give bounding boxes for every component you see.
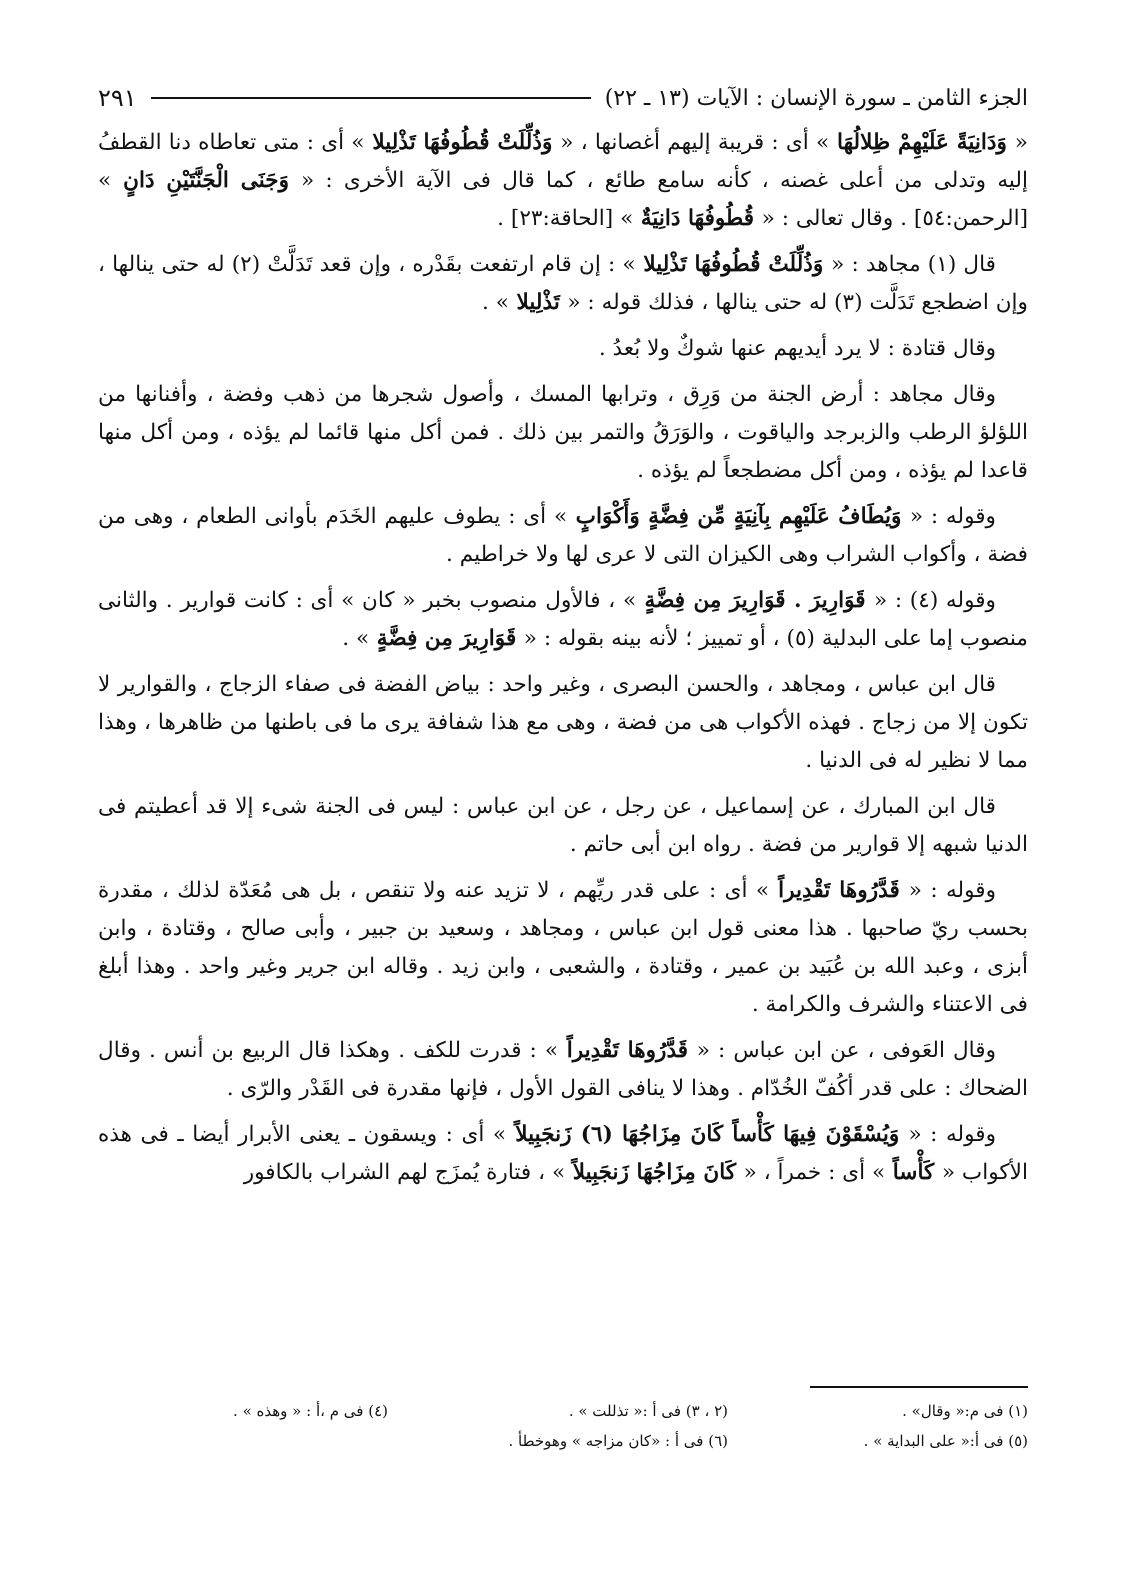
paragraph-text: قال (١) مجاهد : « <box>831 252 996 277</box>
paragraph-text: » [الرحمن:٥٤] . وقال تعالى : « <box>98 168 1028 231</box>
paragraph-text: وقال قتادة : لا يرد أيديهم عنها شوكٌ ولا بُعدُ . <box>598 336 996 361</box>
paragraph <box>98 1032 1028 1108</box>
quran-quote: وَيُطَافُ عَلَيْهِم بِآنِيَةٍ مِّن فِضَّةٍ وَأَكْوَابٍ <box>567 504 910 529</box>
paragraph <box>98 498 1028 574</box>
quran-quote: وَجَنَى الْجَنَّتَيْنِ دَانٍ <box>111 168 301 193</box>
footnote: (٥) فى أ:« على البداية » . <box>863 1432 1028 1450</box>
quran-quote: وَذُلِّلَتْ قُطُوفُهَا تَذْلِيلا <box>364 130 561 155</box>
paragraph-text: » . <box>342 626 370 651</box>
footnote-row <box>98 1426 1028 1456</box>
paragraph-text: » [الحاقة:٢٣] . <box>497 206 634 231</box>
paragraph-text: وقال العَوفى ، عن ابن عباس : « <box>696 1038 996 1063</box>
quran-quote: قَوَارِيرَ . قَوَارِيرَ مِن فِضَّةٍ <box>636 588 874 613</box>
paragraph-text: وقوله : « <box>909 504 996 529</box>
paragraph <box>98 1116 1028 1192</box>
paragraph-text: » أى : على قدر ريِّهم ، لا تزيد عنه ولا تنقص ، بل هى مُعَدّة لذلك ، مقدرة بحسب ريّ صاحبها . هذا معنى قول ابن عباس ، ومجاهد ، وسعيد بن جبير ، وأبى صالح ، وقتادة ، وابن أبزى ، وعبد الله بن عُبَيد بن عمير ، وقتادة ، والشعبى ، وابن زيد . وقاله ابن جرير وغير واحد . وهذا أبلغ فى الاعتناء والشرف والكرامة . <box>98 878 1028 1017</box>
footnote: (٢ ، ٣) فى أ :« تذللت » . <box>568 1402 728 1420</box>
paragraph-text: » : إن قام ارتفعت بقَدْره ، وإن قعد تَدَلَّتْ (٢) له حتى ينالها ، وإن اضطجع تَدَلَّت (٣) له حتى ينالها ، فذلك قوله : « <box>98 252 1028 315</box>
footnote-separator <box>810 1386 1028 1388</box>
paragraph-text: » أى : متى تعاطاه دنا القطفُ إليه وتدلى من أعلى غصنه ، كأنه سامع طائع ، كما قال فى الآية الأخرى : « <box>98 130 1028 193</box>
paragraph-text: قال ابن عباس ، ومجاهد ، والحسن البصرى ، وغير واحد : بياض الفضة فى صفاء الزجاج ، والقوارير لا تكون إلا من زجاج . فهذه الأكواب هى من فضة ، وهى مع هذا شفافة يرى ما فى باطنها من ظاهرها ، وهذا مما لا نظير له فى الدنيا . <box>98 672 1028 773</box>
paragraph-text: » ، فالأول منصوب بخبر « كان » أى : كانت قوارير . والثانى منصوب إما على البدلية (٥) ، أو تمييز ؛ لأنه بينه بقوله : « <box>98 588 1028 651</box>
footnote: (٤) فى م ،أ : « وهذه » . <box>233 1402 388 1420</box>
paragraph-text: « <box>1014 130 1029 155</box>
paragraph-text: » أى : خمراً ، « <box>743 1160 886 1185</box>
paragraph-text: » : قدرت للكف . وهكذا قال الربيع بن أنس . وقال الضحاك : على قدر أكُفّ الخُدّام . وهذا لا ينافى القول الأول ، فإنها مقدرة فى القَدْر والرّى . <box>98 1038 1028 1101</box>
page-number: ٢٩١ <box>98 84 137 112</box>
paragraph <box>98 124 1028 238</box>
header-title: الجزء الثامن ـ سورة الإنسان : الآيات (١٣ ـ ٢٢) <box>604 85 1028 111</box>
running-header <box>98 78 1028 118</box>
quran-quote: وَدَانِيَةً عَلَيْهِمْ ظِلالُهَا <box>829 130 1015 155</box>
paragraph-text: وقوله : « <box>908 878 997 903</box>
paragraph-text: وقوله (٤) : « <box>873 588 996 613</box>
footnote-row <box>98 1396 1028 1426</box>
paragraph <box>98 246 1028 322</box>
quran-quote: قَوَارِيرَ مِن فِضَّةٍ <box>369 626 524 651</box>
paragraph-text: قال ابن المبارك ، عن إسماعيل ، عن رجل ، عن ابن عباس : ليس فى الجنة شىء إلا قد أعطيتم فى الدنيا شبهه إلا قوارير من فضة . رواه ابن أبى حاتم . <box>98 794 1028 857</box>
quran-quote: كَأْساً <box>885 1160 942 1185</box>
quran-quote: وَيُسْقَوْنَ فِيهَا كَأْساً كَانَ مِزَاجُهَا (٦) زَنجَبِيلاً <box>506 1122 909 1147</box>
paragraph <box>98 872 1028 1024</box>
footnotes <box>98 1396 1028 1456</box>
paragraph <box>98 582 1028 658</box>
paragraph-text: » أى : ويسقون ـ يعنى الأبرار أيضا ـ فى هذه الأكواب « <box>98 1122 1028 1185</box>
header-rule <box>151 97 591 99</box>
quran-quote: قَدَّرُوهَا تَقْدِيراً <box>558 1038 697 1063</box>
footnote: (١) فى م:« وقال» . <box>902 1402 1028 1420</box>
quran-quote: قُطُوفُهَا دَانِيَةٌ <box>633 206 762 231</box>
paragraph-text: » أى : قريبة إليهم أغصانها ، « <box>560 130 830 155</box>
footnote: (٦) فى أ : «كان مزاجه » وهوخطأ . <box>508 1432 728 1450</box>
paragraph-text: وقوله : « <box>908 1122 997 1147</box>
paragraph <box>98 376 1028 490</box>
page-body <box>98 124 1028 1200</box>
paragraph-text: وقال مجاهد : أرض الجنة من وَرِق ، وترابها المسك ، وأصول شجرها من ذهب وفضة ، وأفنانها من اللؤلؤ الرطب والزبرجد والياقوت ، والوَرَقُ والتمر بين ذلك . فمن أكل منها قائما لم يؤذه ، ومن أكل منها قاعدا لم يؤذه ، ومن أكل مضطجعاً لم يؤذه . <box>98 382 1028 483</box>
quran-quote: قَدَّرُوهَا تَقْدِيراً <box>769 878 909 903</box>
quran-quote: كَانَ مِزَاجُهَا زَنجَبِيلاً <box>565 1160 744 1185</box>
quran-quote: وَذُلِّلَتْ قُطُوفُهَا تَذْلِيلا <box>635 252 832 277</box>
quran-quote: تَذْلِيلا <box>508 290 568 315</box>
paragraph <box>98 788 1028 864</box>
paragraph-text: » ، فتارة يُمزَج لهم الشراب بالكافور <box>243 1160 566 1185</box>
paragraph-text: » أى : يطوف عليهم الخَدَم بأوانى الطعام ، وهى من فضة ، وأكواب الشراب وهى الكيزان التى لا عرى لها ولا خراطيم . <box>98 504 1028 567</box>
paragraph <box>98 330 1028 368</box>
paragraph <box>98 666 1028 780</box>
paragraph-text: » . <box>482 290 509 315</box>
